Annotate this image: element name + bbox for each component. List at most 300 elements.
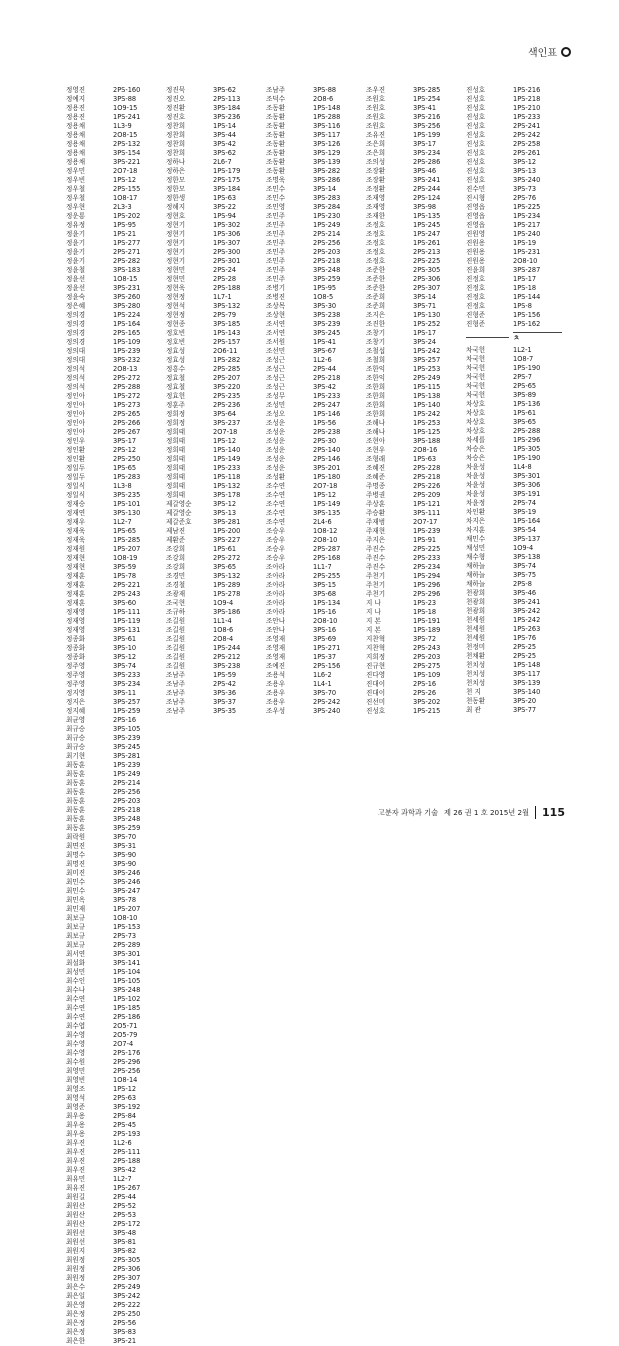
author-name: 정의석 <box>66 383 86 391</box>
author-name: 제갈영순 <box>166 509 192 517</box>
author-name: 조진한 <box>366 320 386 328</box>
author-name: 조준희 <box>366 293 386 301</box>
author-name: 조은희 <box>366 140 386 148</box>
author-name: 조강희 <box>166 563 186 571</box>
presentation-code: 3PS-46 <box>513 589 537 597</box>
author-name: 조경철 <box>166 581 186 589</box>
presentation-code: 2PS-256 <box>113 1067 141 1075</box>
author-name: 주상훈 <box>366 500 386 508</box>
presentation-code: 1PS-164 <box>113 320 141 328</box>
presentation-code: 1PS-102 <box>113 995 141 1003</box>
presentation-code: 2PS-30 <box>313 437 337 445</box>
author-name: 정윤기 <box>66 230 86 238</box>
presentation-code: 2PS-296 <box>413 590 441 598</box>
presentation-code: 1L4-8 <box>513 463 532 471</box>
author-name: 정인환 <box>66 446 86 454</box>
author-name: 최우용 <box>66 1121 86 1129</box>
presentation-code: 1PS-283 <box>113 473 141 481</box>
presentation-code: 1PS-140 <box>213 446 241 454</box>
author-name: 정인아 <box>66 401 86 409</box>
presentation-code: 3PS-201 <box>313 464 341 472</box>
author-name: 최동훈 <box>66 806 86 814</box>
presentation-code: 3PS-98 <box>413 203 437 211</box>
presentation-code: 1PS-240 <box>513 230 541 238</box>
author-name: 정용채 <box>66 140 86 148</box>
presentation-code: 3PS-285 <box>413 86 441 94</box>
section-letter: ㅊ <box>513 334 520 342</box>
presentation-code: 3PS-154 <box>113 149 141 157</box>
author-name: 정해지 <box>166 203 186 211</box>
author-name: 정우현 <box>66 203 86 211</box>
presentation-code: 2PS-307 <box>413 284 441 292</box>
author-name: 조혜진 <box>366 464 386 472</box>
presentation-code: 2PS-266 <box>113 419 141 427</box>
presentation-code: 1PS-200 <box>213 527 241 535</box>
presentation-code: 1PS-94 <box>213 212 237 220</box>
presentation-code: 2PS-63 <box>113 1094 137 1102</box>
presentation-code: 3PS-139 <box>313 158 341 166</box>
author-name: 조민주 <box>266 275 286 283</box>
presentation-code: 2O6-11 <box>213 347 238 355</box>
author-name: 정인아 <box>66 419 86 427</box>
author-name: 차상호 <box>466 400 486 408</box>
presentation-code: 3PS-139 <box>513 679 541 687</box>
author-name: 조동환 <box>266 122 286 130</box>
author-name: 조현아 <box>366 437 386 445</box>
author-name: 정효철 <box>166 383 186 391</box>
author-name: 조용우 <box>266 689 286 697</box>
presentation-code: 3PS-257 <box>413 356 441 364</box>
presentation-code: 1PS-296 <box>413 581 441 589</box>
author-name: 최수연 <box>66 1004 86 1012</box>
presentation-code: 3PS-301 <box>513 472 541 480</box>
author-name: 진정호 <box>466 302 486 310</box>
author-name: 차승은 <box>466 445 486 453</box>
presentation-code: 3PS-239 <box>313 320 341 328</box>
author-name: 최미진 <box>66 869 86 877</box>
author-name: 조병진 <box>266 293 286 301</box>
presentation-code: 2PS-44 <box>313 365 337 373</box>
presentation-code: 1PS-179 <box>213 167 241 175</box>
author-name: 조형래 <box>366 455 386 463</box>
presentation-code: 3PS-138 <box>513 553 541 561</box>
author-name: 조준희 <box>366 302 386 310</box>
presentation-code: 3PS-78 <box>113 896 137 904</box>
presentation-code: 1PS-63 <box>213 194 237 202</box>
author-name: 정윤기 <box>66 239 86 247</box>
author-name: 차상호 <box>466 427 486 435</box>
presentation-code: 3PS-37 <box>213 698 237 706</box>
author-name: 주천기 <box>366 581 386 589</box>
author-name: 진성호 <box>466 95 486 103</box>
author-name: 진형준 <box>466 311 486 319</box>
journal-volume: 제 26 권 1 호 2015년 2월 <box>444 807 530 817</box>
presentation-code: 2PS-289 <box>113 941 141 949</box>
author-name: 조성오 <box>266 410 286 418</box>
presentation-code: 2PS-214 <box>313 230 341 238</box>
author-name: 정의대 <box>66 356 86 364</box>
author-name: 진원용 <box>466 248 486 256</box>
presentation-code: 1PS-271 <box>313 644 341 652</box>
presentation-code: 1PS-277 <box>113 239 141 247</box>
presentation-code: 1PS-164 <box>513 517 541 525</box>
presentation-code: 1PS-135 <box>413 212 441 220</box>
presentation-code: 2PS-218 <box>113 806 141 814</box>
author-name: 조은희 <box>366 149 386 157</box>
index-code-column <box>113 716 162 1346</box>
author-name: 조철섭 <box>366 347 386 355</box>
presentation-code: 3PS-42 <box>313 383 337 391</box>
presentation-code: 1PS-241 <box>113 113 141 121</box>
presentation-code: 2PS-222 <box>113 1301 141 1309</box>
presentation-code: 2PS-25 <box>513 652 537 660</box>
author-name: 조성근 <box>266 356 286 364</box>
author-name: 정의석 <box>66 365 86 373</box>
author-name: 천세원 <box>466 616 486 624</box>
author-name: 주명종 <box>366 482 386 490</box>
presentation-code: 3PS-242 <box>113 1292 141 1300</box>
author-name: 조수연 <box>266 518 286 526</box>
presentation-code: 3PS-140 <box>513 688 541 696</box>
presentation-code: 3PS-13 <box>513 167 537 175</box>
presentation-code: 1PS-261 <box>413 239 441 247</box>
presentation-code: 3PS-42 <box>213 140 237 148</box>
presentation-code: 3PS-111 <box>413 509 441 517</box>
presentation-code: 2O8-15 <box>113 131 138 139</box>
author-name: 최동훈 <box>66 779 86 787</box>
presentation-code: 3PS-238 <box>213 662 241 670</box>
presentation-code: 3PS-185 <box>213 320 241 328</box>
author-name: 정지혜 <box>66 707 86 715</box>
author-name: 지찬혁 <box>366 644 386 652</box>
presentation-code: 3PS-70 <box>113 833 137 841</box>
author-name: 조용석 <box>266 671 286 679</box>
presentation-code: 1PS-233 <box>213 464 241 472</box>
author-name: 조성운 <box>266 455 286 463</box>
presentation-code: 2PS-233 <box>413 554 441 562</box>
presentation-code: 1PS-225 <box>513 203 541 211</box>
presentation-code: 1L2-1 <box>513 346 532 354</box>
presentation-code: 1PS-239 <box>113 761 141 769</box>
author-name: 조영재 <box>266 644 286 652</box>
presentation-code: 3PS-62 <box>213 149 237 157</box>
author-name: 조우진 <box>366 86 386 94</box>
author-name: 조남주 <box>166 680 186 688</box>
presentation-code: 3PS-105 <box>113 725 141 733</box>
author-name: 조원호 <box>366 104 386 112</box>
presentation-code: 3PS-83 <box>113 1328 137 1336</box>
presentation-code: 1PS-216 <box>513 86 541 94</box>
author-name: 천정미 <box>466 643 486 651</box>
presentation-code: 3PS-59 <box>113 563 137 571</box>
author-name: 조동환 <box>266 167 286 175</box>
author-name: 조성환 <box>266 473 286 481</box>
author-name: 진대이 <box>366 680 386 688</box>
presentation-code: 2PS-24 <box>213 266 237 274</box>
presentation-code: 2O5-79 <box>113 1031 138 1039</box>
presentation-code: 2PS-45 <box>113 1121 137 1129</box>
author-name: 조용우 <box>266 698 286 706</box>
author-name: 진성호 <box>466 140 486 148</box>
presentation-code: 2PS-157 <box>213 338 241 346</box>
index-code-column <box>213 86 262 716</box>
author-name: 최민재 <box>66 905 86 913</box>
presentation-code: 3PS-232 <box>113 356 141 364</box>
presentation-code: 1L3-8 <box>113 482 132 490</box>
presentation-code: 1PS-217 <box>513 221 541 229</box>
presentation-code: 2PS-258 <box>513 140 541 148</box>
presentation-code: 1O9-4 <box>513 544 534 552</box>
author-name: 진원용 <box>466 257 486 265</box>
author-name: 채민수 <box>466 535 486 543</box>
presentation-code: 3PS-183 <box>113 266 141 274</box>
presentation-code: 1PS-18 <box>513 284 537 292</box>
presentation-code: 2PS-74 <box>513 499 537 507</box>
presentation-code: 1PS-190 <box>513 364 541 372</box>
presentation-code: 2PS-306 <box>113 1265 141 1273</box>
author-name: 정재욱 <box>66 527 86 535</box>
author-name: 조경민 <box>166 572 186 580</box>
presentation-code: 3PS-191 <box>513 490 541 498</box>
presentation-code: 1PS-14 <box>213 122 237 130</box>
presentation-code: 2PS-250 <box>113 455 141 463</box>
author-name: 주진수 <box>366 554 386 562</box>
presentation-code: 3PS-242 <box>513 607 541 615</box>
presentation-code: 2PS-132 <box>113 140 141 148</box>
presentation-code: 1PS-149 <box>213 455 241 463</box>
author-name: 진형준 <box>466 320 486 328</box>
presentation-code: 2PS-241 <box>513 122 541 130</box>
presentation-code: 3PS-117 <box>513 670 541 678</box>
author-name: 조민주 <box>266 266 286 274</box>
author-name: 진다영 <box>366 671 386 679</box>
author-name: 진성호 <box>466 131 486 139</box>
author-name: 진수민 <box>466 185 486 193</box>
author-name: 최원산 <box>66 1202 86 1210</box>
author-name: 정윤기 <box>66 248 86 256</box>
presentation-code: 2PS-203 <box>413 653 441 661</box>
author-name: 최원선 <box>66 1238 86 1246</box>
author-name: 조덕수 <box>266 95 286 103</box>
author-name: 최원선 <box>66 1229 86 1237</box>
presentation-code: 2PS-203 <box>313 248 341 256</box>
presentation-code: 2O8-6 <box>313 95 334 103</box>
author-name: 조남주 <box>166 689 186 697</box>
author-name: 조아라 <box>266 608 286 616</box>
author-name: 진대이 <box>366 689 386 697</box>
author-name: 차윤성 <box>466 472 486 480</box>
presentation-code: 1PS-278 <box>213 590 241 598</box>
author-name: 진영읍 <box>466 203 486 211</box>
presentation-code: 3PS-281 <box>113 752 141 760</box>
author-name: 최균영 <box>66 716 86 724</box>
presentation-code: 1PS-218 <box>513 95 541 103</box>
author-name: 진성호 <box>466 113 486 121</box>
presentation-code: 3PS-35 <box>213 707 237 715</box>
author-name: 진성호 <box>466 167 486 175</box>
presentation-code: 3PS-68 <box>313 590 337 598</box>
author-name: 최락원 <box>66 833 86 841</box>
presentation-code: 2PS-256 <box>113 788 141 796</box>
author-name: 정의경 <box>66 329 86 337</box>
author-name: 조수연 <box>266 491 286 499</box>
presentation-code: 2PS-73 <box>113 932 137 940</box>
author-name: 최면진 <box>66 842 86 850</box>
presentation-code: 3PS-282 <box>313 167 341 175</box>
author-name: 조한희 <box>366 401 386 409</box>
presentation-code: 2PS-16 <box>113 716 137 724</box>
presentation-code: 1PS-148 <box>513 661 541 669</box>
author-name: 조길원 <box>166 662 186 670</box>
presentation-code: 2PS-42 <box>213 680 237 688</box>
author-name: 진성호 <box>466 149 486 157</box>
presentation-code: 1PS-305 <box>513 445 541 453</box>
author-name: 정재원 <box>66 545 86 553</box>
presentation-code: 3PS-22 <box>213 203 237 211</box>
author-name: 지 본 <box>366 626 381 634</box>
presentation-code: 2O5-71 <box>113 1022 138 1030</box>
presentation-code: 3PS-117 <box>313 131 341 139</box>
author-name: 조창기 <box>366 329 386 337</box>
presentation-code: 1O8-10 <box>113 914 138 922</box>
author-name: 정희태 <box>166 464 186 472</box>
author-name: 차세를 <box>466 436 486 444</box>
presentation-code: 1PS-65 <box>113 464 137 472</box>
author-name: 정용채 <box>66 149 86 157</box>
author-name: 천채환 <box>466 652 486 660</box>
presentation-code: 1O9-4 <box>213 599 234 607</box>
presentation-code: 3PS-246 <box>113 869 141 877</box>
author-name: 정진환 <box>166 104 186 112</box>
author-name: 천광희 <box>466 598 486 606</box>
index-name-column <box>466 86 509 716</box>
presentation-code: 1L2-6 <box>113 1139 132 1147</box>
author-name: 조정환 <box>366 185 386 193</box>
author-name: 정효성 <box>166 356 186 364</box>
presentation-code: 1PS-230 <box>313 212 341 220</box>
presentation-code: 2PS-250 <box>113 1310 141 1318</box>
author-name: 조지은 <box>366 311 386 319</box>
author-name: 최규승 <box>66 743 86 751</box>
presentation-code: 2PS-111 <box>113 1148 141 1156</box>
presentation-code: 1PS-215 <box>413 707 441 715</box>
presentation-code: 3PS-48 <box>113 1229 137 1237</box>
author-name: 제환준 <box>166 536 186 544</box>
presentation-code: 2PS-186 <box>113 1013 141 1021</box>
presentation-code: 1PS-202 <box>113 212 141 220</box>
author-name: 조성근 <box>266 374 286 382</box>
author-name: 정하나 <box>166 158 186 166</box>
author-name: 정우철 <box>66 194 86 202</box>
presentation-code: 3PS-231 <box>113 284 141 292</box>
presentation-code: 2PS-52 <box>113 1202 137 1210</box>
presentation-code: 2PS-244 <box>413 185 441 193</box>
presentation-code: 1PS-134 <box>313 599 341 607</box>
author-name: 제남진 <box>166 527 186 535</box>
presentation-code: 2PS-113 <box>213 95 241 103</box>
author-name: 조민주 <box>266 239 286 247</box>
author-name: 최수연 <box>66 995 86 1003</box>
presentation-code: 2PS-214 <box>113 779 141 787</box>
author-name: 최원산 <box>66 1211 86 1219</box>
author-name: 조아라 <box>266 590 286 598</box>
author-name: 최우진 <box>66 1148 86 1156</box>
presentation-code: 1PS-115 <box>413 383 441 391</box>
author-name: 정현정 <box>166 311 186 319</box>
presentation-code: 2PS-16 <box>413 680 437 688</box>
presentation-code: 2PS-243 <box>113 590 141 598</box>
presentation-code: 1PS-242 <box>413 347 441 355</box>
presentation-code: 2PS-255 <box>313 572 341 580</box>
presentation-code: 2PS-305 <box>413 266 441 274</box>
author-name: 진윤희 <box>466 266 486 274</box>
author-name: 정호빈 <box>166 329 186 337</box>
presentation-code: 2PS-272 <box>113 374 141 382</box>
presentation-code: 3PS-12 <box>113 653 137 661</box>
presentation-code: 3PS-77 <box>513 706 537 714</box>
author-name: 정효헌 <box>166 392 186 400</box>
presentation-code: 1PS-288 <box>313 113 341 121</box>
author-name: 조성운 <box>266 428 286 436</box>
author-name: 조동환 <box>266 158 286 166</box>
presentation-code: 2L4-6 <box>313 518 332 526</box>
author-name: 정희태 <box>166 473 186 481</box>
presentation-code: 2PS-285 <box>213 365 241 373</box>
author-name: 최민수 <box>66 878 86 886</box>
presentation-code: 1PS-21 <box>113 230 137 238</box>
author-name: 최보규 <box>66 914 86 922</box>
author-name: 최규승 <box>66 725 86 733</box>
presentation-code: 3PS-257 <box>113 698 141 706</box>
index-code-column <box>113 86 162 716</box>
author-name: 정현민 <box>166 275 186 283</box>
author-name: 최성민 <box>66 968 86 976</box>
presentation-code: 1L1-7 <box>313 563 332 571</box>
presentation-code: 2PS-175 <box>213 176 241 184</box>
presentation-code: 3PS-30 <box>313 302 337 310</box>
presentation-code: 2PS-305 <box>113 1256 141 1264</box>
author-name: 최원정 <box>66 1265 86 1273</box>
presentation-code: 1PS-121 <box>413 500 441 508</box>
journal-name: 고분자 과학과 기술 <box>377 807 439 817</box>
author-name: 정주영 <box>66 662 86 670</box>
author-name: 조민주 <box>266 221 286 229</box>
presentation-code: 2PS-146 <box>313 455 341 463</box>
presentation-code: 3PS-61 <box>113 635 137 643</box>
presentation-code: 3PS-10 <box>113 644 137 652</box>
author-name: 정윤선 <box>66 275 86 283</box>
presentation-code: 2PS-249 <box>113 1283 141 1291</box>
presentation-code: 2PS-243 <box>413 644 441 652</box>
author-name: 조우성 <box>266 707 286 715</box>
author-name: 정한모 <box>166 185 186 193</box>
author-name: 최원지 <box>66 1247 86 1255</box>
presentation-code: 1PS-12 <box>113 176 137 184</box>
author-name: 정재승 <box>66 500 86 508</box>
presentation-code: 2PS-226 <box>413 482 441 490</box>
presentation-code: 2O8-4 <box>213 635 234 643</box>
author-name: 주병권 <box>366 491 386 499</box>
presentation-code: 2PS-286 <box>413 158 441 166</box>
presentation-code: 3PS-17 <box>113 437 137 445</box>
presentation-code: 2PS-213 <box>413 248 441 256</box>
author-name: 최수영 <box>66 1049 86 1057</box>
author-name: 조준한 <box>366 266 386 274</box>
author-name: 정인환 <box>66 455 86 463</box>
presentation-code: 3PS-227 <box>213 536 241 544</box>
author-name: 진성호 <box>466 86 486 94</box>
page-number: 115 <box>542 806 565 819</box>
